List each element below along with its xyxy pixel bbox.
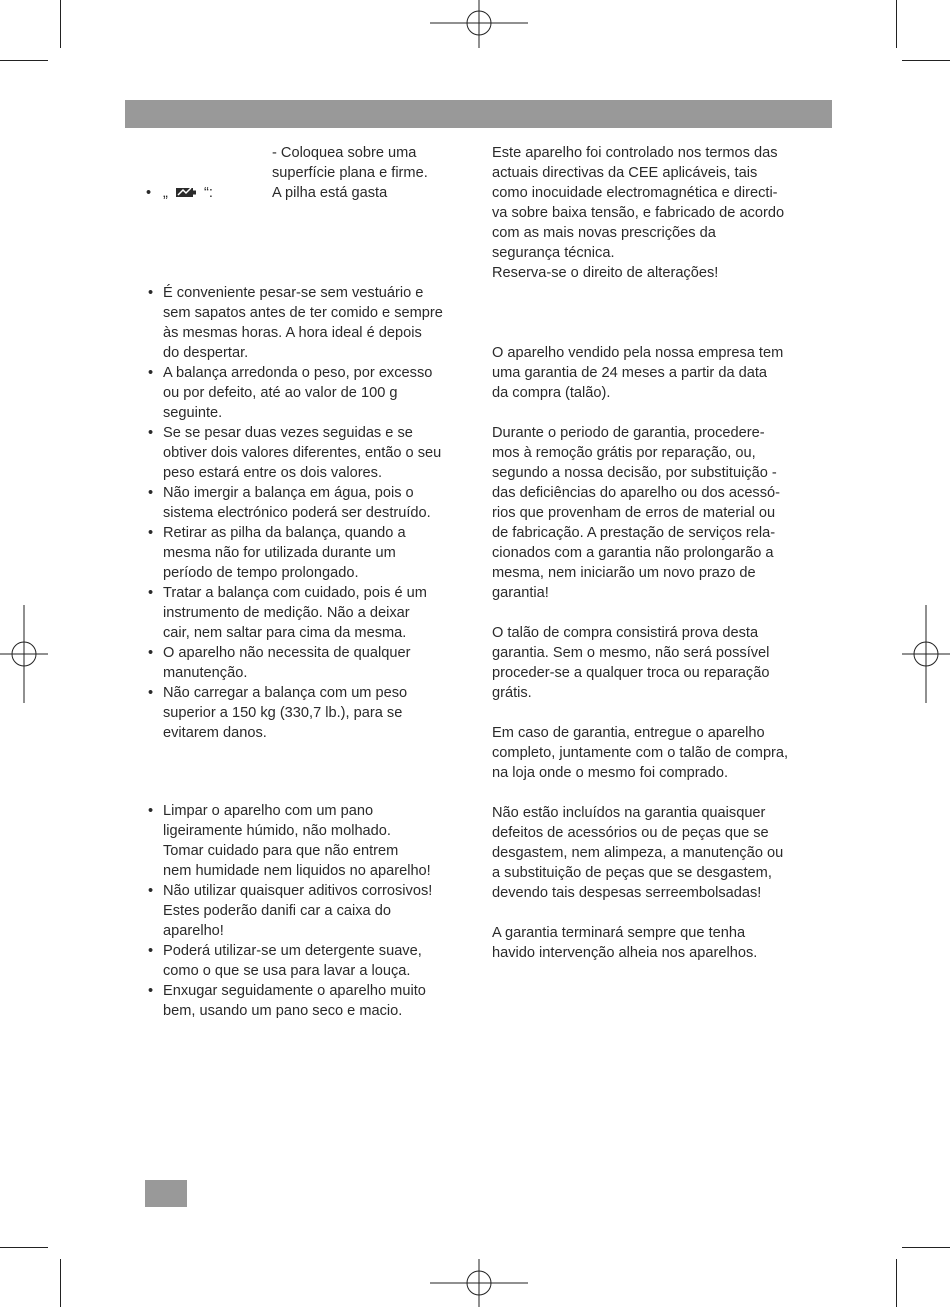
paragraph-line: grátis. <box>492 685 532 701</box>
warranty-paragraph <box>492 923 822 963</box>
list-item-line: • O aparelho não necessita de qualquer <box>146 643 476 663</box>
crop-mark <box>896 1259 897 1307</box>
paragraph-line: de fabricação. A prestação de serviços rela- <box>492 525 776 541</box>
registration-mark-icon <box>430 0 528 48</box>
crop-mark <box>60 1259 61 1307</box>
list-item-line: obtiver dois valores diferentes, então o seu <box>163 445 442 461</box>
crop-mark <box>902 60 950 61</box>
list-item-line: • Limpar o aparelho com um pano <box>146 801 476 821</box>
paragraph-line: actuais directivas da CEE aplicáveis, tais <box>492 165 758 181</box>
close-quote: “: <box>204 185 213 201</box>
paragraph-line: Reserva-se o direito de alterações! <box>492 265 719 281</box>
paragraph-line: havido intervenção alheia nos aparelhos. <box>492 945 758 961</box>
list-item <box>146 643 476 683</box>
list-item-line: • Poderá utilizar-se um detergente suave, <box>146 941 476 961</box>
list-item <box>146 583 476 643</box>
cleaning-list <box>146 801 476 1021</box>
registration-mark-icon <box>0 605 48 703</box>
list-item-line: mesma não for utilizada durante um <box>163 545 396 561</box>
warranty-paragraph <box>492 343 822 403</box>
paragraph-gap <box>492 403 822 423</box>
list-item <box>146 523 476 583</box>
list-item <box>146 941 476 981</box>
battery-empty-text: A pilha está gasta <box>272 185 388 201</box>
paragraph-line: Em caso de garantia, entregue o aparelho <box>492 725 765 741</box>
paragraph-gap <box>492 703 822 723</box>
list-item-line: nem humidade nem liquidos no aparelho! <box>163 863 431 879</box>
paragraph-line: proceder-se a qualquer troca ou reparação <box>492 665 770 681</box>
warranty-paragraph <box>492 803 822 903</box>
list-item-line: como o que se usa para lavar a louça. <box>163 963 411 979</box>
registration-mark-icon <box>902 605 950 703</box>
list-item <box>146 881 476 941</box>
note-line: superfície plana e firme. <box>272 165 428 181</box>
list-item-line: sistema electrónico poderá ser destruído. <box>163 505 431 521</box>
paragraph-line: completo, juntamente com o talão de compra, <box>492 745 789 761</box>
list-item-line: bem, usando um pano seco e macio. <box>163 1003 403 1019</box>
list-item-line: • A balança arredonda o peso, por excesso <box>146 363 476 383</box>
placement-note <box>272 143 428 183</box>
page-number-box <box>145 1180 187 1207</box>
paragraph-line: Durante o periodo de garantia, procedere- <box>492 425 765 441</box>
list-item <box>146 363 476 423</box>
list-item-line: Estes poderão danifi car a caixa do <box>163 903 391 919</box>
crop-mark <box>60 0 61 48</box>
list-item-line: superior a 150 kg (330,7 lb.), para se <box>163 705 403 721</box>
list-item-line: • Não imergir a balança em água, pois o <box>146 483 476 503</box>
paragraph-line: mos à remoção grátis por reparação, ou, <box>492 445 756 461</box>
paragraph-line: devendo tais despesas serreembolsadas! <box>492 885 762 901</box>
paragraph-line: A garantia terminará sempre que tenha <box>492 925 746 941</box>
list-item-line: sem sapatos antes de ter comido e sempre <box>163 305 443 321</box>
paragraph-gap <box>492 903 822 923</box>
list-item-line: do despertar. <box>163 345 249 361</box>
list-item-line: ligeiramente húmido, não molhado. <box>163 823 391 839</box>
warranty-section <box>492 343 822 963</box>
paragraph-gap <box>492 603 822 623</box>
list-item-line: • Retirar as pilha da balança, quando a <box>146 523 476 543</box>
list-item-line: peso estará entre os dois valores. <box>163 465 383 481</box>
list-item-line: seguinte. <box>163 405 223 421</box>
open-quote: „ <box>163 185 168 201</box>
note-line: - Coloquea sobre uma <box>272 145 417 161</box>
crop-mark <box>0 60 48 61</box>
tips-list <box>146 283 476 743</box>
list-item <box>146 483 476 523</box>
paragraph-line: com as mais novas prescrições da <box>492 225 716 241</box>
paragraph-line: garantia. Sem o mesmo, não será possível <box>492 645 770 661</box>
list-item-line: • Enxugar seguidamente o aparelho muito <box>146 981 476 1001</box>
paragraph-line: da compra (talão). <box>492 385 611 401</box>
list-item-line: • Não utilizar quaisquer aditivos corrosivos! <box>146 881 476 901</box>
warranty-paragraph <box>492 723 822 783</box>
list-item-line: • Se se pesar duas vezes seguidas e se <box>146 423 476 443</box>
registration-mark-icon <box>430 1259 528 1307</box>
paragraph-line: das deficiências do aparelho ou dos acessó- <box>492 485 781 501</box>
header-bar <box>125 100 832 128</box>
list-item <box>146 981 476 1021</box>
list-item <box>146 683 476 743</box>
list-item-line: Tomar cuidado para que não entrem <box>163 843 399 859</box>
paragraph-line: desgastem, nem alimpeza, a manutenção ou <box>492 845 784 861</box>
paragraph-line: va sobre baixa tensão, e fabricado de acordo <box>492 205 785 221</box>
warranty-paragraph <box>492 623 822 703</box>
paragraph-line: como inocuidade electromagnética e directi- <box>492 185 778 201</box>
paragraph-line: na loja onde o mesmo foi comprado. <box>492 765 729 781</box>
conformity-paragraph <box>492 143 822 283</box>
crop-mark <box>0 1247 48 1248</box>
warranty-paragraph <box>492 423 822 603</box>
list-item <box>146 283 476 363</box>
list-item-line: • É conveniente pesar-se sem vestuário e <box>146 283 476 303</box>
paragraph-gap <box>492 783 822 803</box>
paragraph-line: rios que provenham de erros de material ou <box>492 505 776 521</box>
paragraph-line: segurança técnica. <box>492 245 615 261</box>
list-item-line: • Não carregar a balança com um peso <box>146 683 476 703</box>
list-item-line: cair, nem saltar para cima da mesma. <box>163 625 407 641</box>
paragraph-line: O aparelho vendido pela nossa empresa tem <box>492 345 784 361</box>
list-item-line: aparelho! <box>163 923 224 939</box>
paragraph-line: garantia! <box>492 585 549 601</box>
paragraph-line: Este aparelho foi controlado nos termos das <box>492 145 778 161</box>
list-item-line: período de tempo prolongado. <box>163 565 359 581</box>
paragraph-line: a substituição de peças que se desgastem, <box>492 865 772 881</box>
paragraph-line: mesma, nem iniciarão um novo prazo de <box>492 565 756 581</box>
list-item <box>146 801 476 881</box>
paragraph-line: O talão de compra consistirá prova desta <box>492 625 759 641</box>
crop-mark <box>902 1247 950 1248</box>
paragraph-line: segundo a nossa decisão, por substituição - <box>492 465 777 481</box>
paragraph-line: Não estão incluídos na garantia quaisquer <box>492 805 766 821</box>
paragraph-line: defeitos de acessórios ou de peças que se <box>492 825 769 841</box>
battery-indicator-row <box>146 183 476 203</box>
list-item-line: instrumento de medição. Não a deixar <box>163 605 410 621</box>
paragraph-line: cionados com a garantia não prolongarão a <box>492 545 774 561</box>
list-item-line: ou por defeito, até ao valor de 100 g <box>163 385 398 401</box>
list-item-line: manutenção. <box>163 665 248 681</box>
battery-empty-icon <box>175 186 197 199</box>
list-item-line: • Tratar a balança com cuidado, pois é um <box>146 583 476 603</box>
bullet: • <box>146 185 152 201</box>
list-item <box>146 423 476 483</box>
crop-mark <box>896 0 897 48</box>
list-item-line: às mesmas horas. A hora ideal é depois <box>163 325 422 341</box>
list-item-line: evitarem danos. <box>163 725 267 741</box>
paragraph-line: uma garantia de 24 meses a partir da data <box>492 365 768 381</box>
